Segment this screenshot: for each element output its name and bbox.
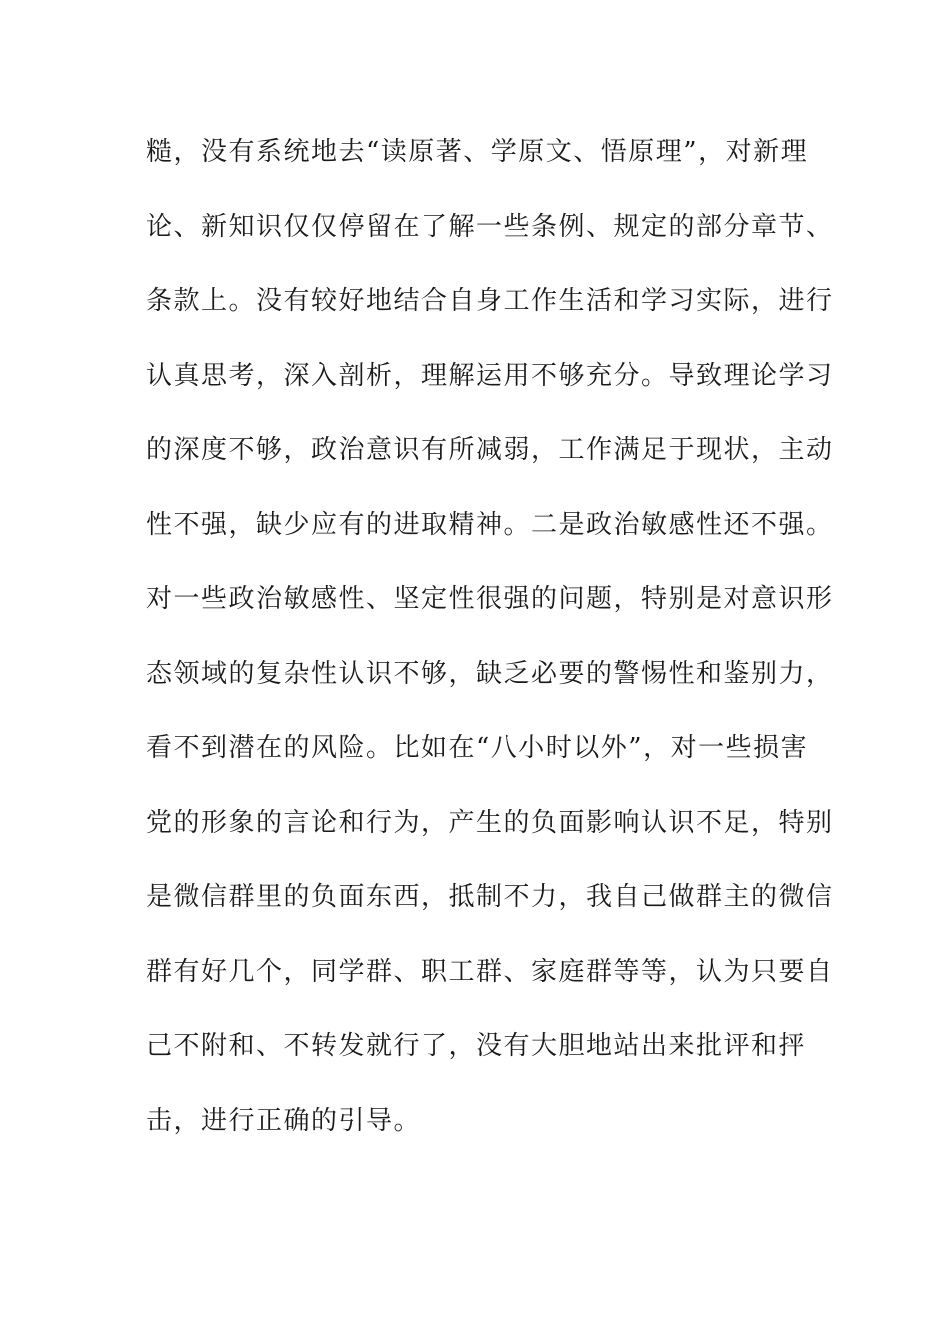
text-line-2: 论、新知识仅仅停留在了解一些条例、规定的部分章节、 xyxy=(146,211,834,242)
body-paragraph xyxy=(146,128,834,1171)
text-line-9: 看不到潜在的风险。比如在“八小时以外”，对一些损害 xyxy=(146,733,809,763)
text-line-12: 群有好几个，同学群、职工群、家庭群等等，认为只要自 xyxy=(146,956,834,987)
text-line-8: 态领域的复杂性认识不够，缺乏必要的警惕性和鉴别力， xyxy=(146,658,834,689)
text-line-6: 性不强，缺少应有的进取精神。二是政治敏感性还不强。 xyxy=(146,509,834,540)
text-line-10: 党的形象的言论和行为，产生的负面影响认识不足，特别 xyxy=(146,807,834,838)
text-line-14: 击，进行正确的引导。 xyxy=(146,1105,422,1136)
text-line-1: 糙，没有系统地去“读原著、学原文、悟原理”，对新理 xyxy=(146,137,809,167)
text-line-3: 条款上。没有较好地结合自身工作生活和学习实际，进行 xyxy=(146,286,834,316)
text-line-5: 的深度不够，政治意识有所减弱，工作满足于现状，主动 xyxy=(146,435,834,465)
text-line-11: 是微信群里的负面东西，抵制不力，我自己做群主的微信 xyxy=(146,882,834,912)
text-line-4: 认真思考，深入剖析，理解运用不够充分。导致理论学习 xyxy=(146,360,834,391)
text-line-13: 己不附和、不转发就行了，没有大胆地站出来批评和抨 xyxy=(146,1031,807,1061)
text-line-7: 对一些政治敏感性、坚定性很强的问题，特别是对意识形 xyxy=(146,584,834,614)
